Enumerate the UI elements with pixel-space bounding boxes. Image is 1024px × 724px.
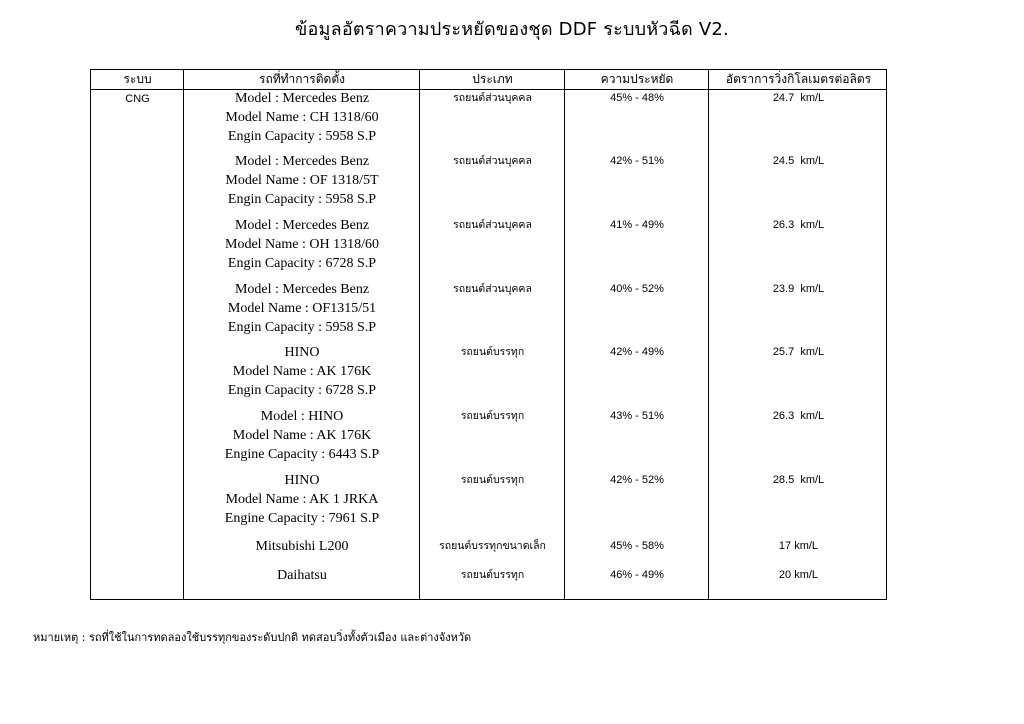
type-cell: รถยนต์ส่วนบุคคล [453,219,532,231]
column-divider [708,70,709,599]
table-header [91,70,886,90]
car-cell [184,280,420,337]
rate-cell: 24.5 km/L [772,155,825,167]
car-line: Model : Mercedes Benz [234,154,370,169]
car-line: Model Name : OH 1318/60 [225,237,379,252]
type-cell: รถยนต์บรรทุก [460,410,525,422]
rate-cell: 26.3 km/L [772,219,825,231]
car-line: Model Name : AK 176K [232,428,372,443]
system-cell: CNG [125,93,150,105]
car-cell [184,537,420,556]
header-economy: ความประหยัด [600,72,674,86]
car-line: Model : Mercedes Benz [234,282,370,297]
type-cell: รถยนต์ส่วนบุคคล [453,283,532,295]
car-cell [184,566,420,585]
type-cell: รถยนต์ส่วนบุคคล [453,92,532,104]
document-title: ข้อมูลอัตราความประหยัดของชุด DDF ระบบหัวฉีด V2. [295,19,729,40]
economy-cell: 42% - 51% [610,155,664,167]
header-car: รถที่ทำการติดตั้ง [259,72,345,86]
car-line: Model Name : OF1315/51 [227,301,377,316]
car-line: Mitsubishi L200 [255,539,349,554]
header-system: ระบบ [123,72,152,86]
rate-cell: 26.3 km/L [772,410,825,422]
car-line: Engin Capacity : 5958 S.P [227,129,377,144]
economy-cell: 45% - 58% [610,540,664,552]
car-line: Model : Mercedes Benz [234,218,370,233]
type-cell: รถยนต์บรรทุก [460,474,525,486]
rate-cell: 25.7 km/L [772,346,825,358]
car-line: HINO [284,345,320,360]
car-line: Daihatsu [277,568,327,583]
car-cell [184,152,420,209]
rate-cell: 20 km/L [778,569,819,581]
economy-cell: 41% - 49% [610,219,664,231]
car-line: Model Name : OF 1318/5T [225,173,379,188]
rate-cell: 24.7 km/L [772,92,825,104]
economy-cell: 42% - 49% [610,346,664,358]
car-cell [184,471,420,528]
car-cell [184,216,420,273]
type-cell: รถยนต์บรรทุก [460,569,525,581]
type-cell: รถยนต์ส่วนบุคคล [453,155,532,167]
car-line: Model Name : CH 1318/60 [225,110,379,125]
car-line: Engine Capacity : 7961 S.P [224,511,380,526]
car-cell [184,407,420,464]
car-line: Engine Capacity : 6443 S.P [224,447,380,462]
type-cell: รถยนต์บรรทุกขนาดเล็ก [439,540,546,552]
car-cell [184,343,420,400]
car-line: HINO [284,473,320,488]
rate-cell: 17 km/L [778,540,819,552]
rate-cell: 23.9 km/L [772,283,825,295]
economy-cell: 40% - 52% [610,283,664,295]
economy-cell: 43% - 51% [610,410,664,422]
economy-table [90,69,887,600]
type-cell: รถยนต์บรรทุก [460,346,525,358]
footnote: หมายเหตุ : รถที่ใช้ในการทดลองใช้บรรทุกของระดับปกติ ทดสอบวิ่งทั้งตัวเมือง และต่างจังหวัด [33,631,472,644]
car-line: Model Name : AK 176K [232,364,372,379]
car-line: Model : HINO [260,409,344,424]
header-rate: อัตราการวิ่งกิโลเมตรต่อลิตร [725,72,872,86]
car-line: Model Name : AK 1 JRKA [225,492,379,507]
car-line: Model : Mercedes Benz [234,91,370,106]
car-cell [184,89,420,146]
header-type: ประเภท [472,72,513,86]
economy-cell: 46% - 49% [610,569,664,581]
car-line: Engin Capacity : 5958 S.P [227,320,377,335]
car-line: Engin Capacity : 6728 S.P [227,256,377,271]
column-divider [564,70,565,599]
car-line: Engin Capacity : 5958 S.P [227,192,377,207]
economy-cell: 42% - 52% [610,474,664,486]
car-line: Engin Capacity : 6728 S.P [227,383,377,398]
rate-cell: 28.5 km/L [772,474,825,486]
economy-cell: 45% - 48% [610,92,664,104]
